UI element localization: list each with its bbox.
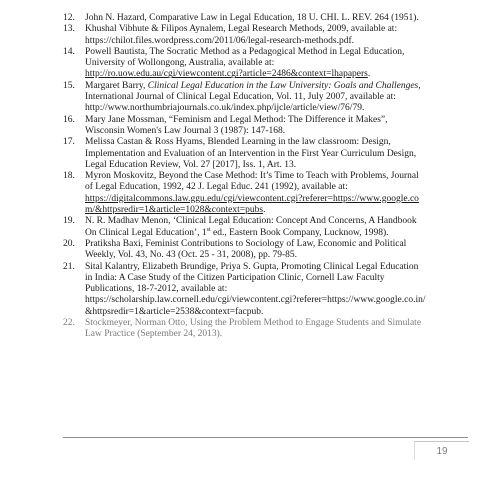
reference-line <box>85 284 463 295</box>
reference-line <box>85 160 463 171</box>
reference-number: 21. <box>63 261 75 272</box>
reference-text: Weekly, Vol. 43, No. 43 (Oct. 25 - 31, 2008), pp. 79-85. <box>85 250 297 261</box>
reference-text: Publications, 18-7-2012, available at: <box>85 284 228 295</box>
reference-text: in India: A Case Study of the Citizen Participation Clinic, Cornell Law Faculty <box>85 272 385 283</box>
reference-line <box>85 149 463 160</box>
reference-link[interactable]: m/&httpsredir=1&article=1028&context=pubs <box>85 205 264 216</box>
reference-line <box>85 171 463 182</box>
reference-text: University of Wollongong, Australia, available at: <box>85 58 275 69</box>
reference-line <box>85 273 463 284</box>
reference-text: Sital Kalantry, Elizabeth Brundige, Priya S. Gupta, Promoting Clinical Legal Education <box>85 261 419 272</box>
reference-line <box>85 307 463 318</box>
reference-line <box>85 36 463 47</box>
reference-text: International Journal of Clinical Legal Education, Vol. 11, July 2007, available at: <box>85 92 396 103</box>
reference-text: Melissa Castan & Ross Hyams, Blended Learning in the law classroom: Design, <box>85 137 391 148</box>
reference-text: On Clinical Legal Education’, 1 <box>85 227 207 238</box>
reference-line <box>85 250 463 261</box>
reference-number: 17. <box>63 137 75 148</box>
reference-item <box>63 171 463 216</box>
reference-line <box>85 13 463 24</box>
reference-item <box>63 13 463 24</box>
reference-text: Implementation and Evaluation of an Intervention in the First Year Curriculum Design, <box>85 148 417 159</box>
reference-list <box>63 13 463 341</box>
reference-line <box>85 92 463 103</box>
reference-text: Wisconsin Women's Law Journal 3 (1987): 147-168. <box>85 125 286 136</box>
reference-text: . <box>263 205 266 216</box>
reference-item <box>63 24 463 47</box>
reference-text: ed., Eastern Book Company, Lucknow, 1998). <box>210 227 389 238</box>
reference-item <box>63 216 463 239</box>
reference-line <box>85 216 463 227</box>
reference-item <box>63 239 463 262</box>
reference-text: Khushal Vibhute & Filipos Aynalem, Legal Research Methods, 2009, available at: <box>85 24 398 35</box>
reference-number: 22. <box>63 318 75 329</box>
reference-item <box>63 318 463 341</box>
reference-text: N. R. Madhav Menon, ‘Clinical Legal Education: Concept And Concerns, A Handbook <box>85 216 417 227</box>
reference-line <box>85 194 463 205</box>
footer-divider <box>63 437 468 438</box>
reference-line <box>85 69 463 80</box>
reference-text: Pratiksha Baxi, Feminist Contributions to Sociology of Law, Economic and Political <box>85 238 407 249</box>
reference-number: 19. <box>63 216 75 227</box>
reference-line <box>85 137 463 148</box>
reference-text: Mary Jane Mossman, “Feminism and Legal Method: The Difference it Makes”, <box>85 114 388 125</box>
reference-text: Margaret Barry, <box>85 80 148 91</box>
reference-text: . <box>367 69 371 80</box>
reference-number: 13. <box>63 24 75 35</box>
reference-line <box>85 81 463 92</box>
reference-item <box>63 262 463 318</box>
reference-text: of Legal Education, 1992, 42 J. Legal Educ. 241 (1992), available at: <box>85 182 348 193</box>
reference-item <box>63 115 463 138</box>
reference-text: Legal Education Review, Vol. 27 [2017], Iss. 1, Art. 13. <box>85 159 297 170</box>
reference-line <box>85 47 463 58</box>
page-number-box <box>414 441 469 460</box>
reference-text: John N. Hazard, Comparative Law in Legal Education, 18 U. CHI. L. REV. 264 (1951). <box>85 13 419 23</box>
reference-item <box>63 47 463 81</box>
reference-superscript: st <box>206 226 211 233</box>
reference-line <box>85 295 463 306</box>
reference-text: https://chilot.files.wordpress.com/2011/06/legal-research-methods.pdf. <box>85 35 355 46</box>
reference-number: 16. <box>63 114 75 125</box>
reference-text: https://scholarship.law.cornell.edu/cgi/viewcontent.cgi?referer=https://www.google.co.in/ <box>85 295 426 306</box>
reference-line <box>85 58 463 69</box>
reference-number: 14. <box>63 46 75 57</box>
reference-text: &httpsredir=1&article=2538&context=facpub. <box>85 306 264 317</box>
reference-number: 20. <box>63 238 75 249</box>
reference-text: Law Practice (September 24, 2013). <box>85 329 223 340</box>
reference-link[interactable]: https://digitalcommons.law.ggu.edu/cgi/viewcontent.cgi?referer=https://www.google.co <box>85 193 419 204</box>
reference-number: 15. <box>63 80 75 91</box>
reference-text: Myron Moskovitz, Beyond the Case Method: It’s Time to Teach with Problems, Journal <box>85 171 419 182</box>
reference-line <box>85 205 463 216</box>
reference-line <box>85 329 463 340</box>
reference-item <box>63 137 463 171</box>
reference-item <box>63 81 463 115</box>
reference-text: Stockmeyer, Norman Otto, Using the Problem Method to Engage Students and Simulate <box>85 318 422 329</box>
reference-number: 12. <box>63 13 75 23</box>
reference-italic-text: Clinical Legal Education in the Law University: Goals and Challenges, <box>147 80 421 91</box>
reference-text: http://www.northumbriajournals.co.uk/index.php/ijcle/article/view/76/79. <box>85 103 365 114</box>
reference-line <box>85 103 463 114</box>
reference-text: Powell Bautista, The Socratic Method as a Pedagogical Method in Legal Education, <box>85 46 405 57</box>
reference-link[interactable]: http://ro.uow.edu.au/cgi/viewcontent.cgi?article=2486&context=lhapapers <box>85 69 368 80</box>
reference-line <box>85 182 463 193</box>
reference-number: 18. <box>63 171 75 182</box>
reference-line <box>85 24 463 35</box>
reference-line <box>85 262 463 273</box>
page-number: 19 <box>436 445 448 457</box>
reference-line <box>85 115 463 126</box>
reference-line <box>85 126 463 137</box>
reference-line <box>85 318 463 329</box>
reference-line <box>85 239 463 250</box>
reference-line <box>85 228 463 239</box>
